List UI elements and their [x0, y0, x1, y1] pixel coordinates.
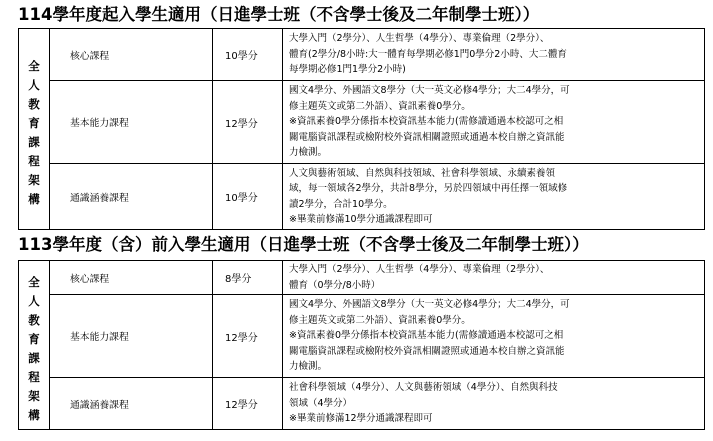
course-name: 核心課程: [50, 261, 213, 295]
course-credits: 12學分: [213, 295, 283, 378]
section-title-114: 114學年度起入學生適用（日進學士班（不含學士後及二年制學士班））: [18, 5, 540, 24]
table-row-basic: [19, 81, 705, 164]
course-name: 通識涵養課程: [50, 378, 213, 430]
course-description: 國文4學分、外國語文8學分（大一英文必修4學分；大二4學分，可 修主題英文或第二外語）、資訊素養0學分。 ※資訊素養0學分係指本校資訊基本能力(需修讀通過本校認可之相 關電腦資訊課程或檢附校外資訊相關證照或通過本校自辦之資訊能 力檢測。: [283, 295, 705, 378]
course-name: 基本能力課程: [50, 295, 213, 378]
course-description: 社會科學領域（4學分）、人文與藝術領域（4學分）、自然與科技 領域（4學分） ※畢業前修滿12學分通識課程即可: [283, 378, 705, 430]
course-description: 大學入門（2學分）、人生哲學（4學分）、專業倫理（2學分）、 體育（0學分/8小時）: [283, 261, 705, 295]
curriculum-table-114: [18, 28, 705, 230]
category-label: 全人教育課程架構: [19, 29, 50, 230]
table-row-core: [19, 29, 705, 81]
course-name: 通識涵養課程: [50, 164, 213, 230]
course-credits: 12學分: [213, 378, 283, 430]
course-credits: 12學分: [213, 81, 283, 164]
course-description: 人文與藝術領域、自然與科技領域、社會科學領域、永續素養領 域，每一領域各2學分，共計8學分，另於四領域中再任擇一領域修 讀2學分，合計10學分。 ※畢業前修滿10學分通識課程即可: [283, 164, 705, 230]
table-row-core: [19, 261, 705, 295]
course-credits: 10學分: [213, 29, 283, 81]
course-credits: 8學分: [213, 261, 283, 295]
table-row-general: [19, 378, 705, 430]
course-name: 基本能力課程: [50, 81, 213, 164]
curriculum-table-113: [18, 260, 705, 430]
table-row-general: [19, 164, 705, 230]
category-label: 全人教育課程架構: [19, 261, 50, 430]
course-credits: 10學分: [213, 164, 283, 230]
course-description: 國文4學分、外國語文8學分（大一英文必修4學分；大二4學分，可 修主題英文或第二外語）、資訊素養0學分。 ※資訊素養0學分係指本校資訊基本能力(需修讀通過本校認可之相 關電腦資訊課程或檢附校外資訊相關證照或通過本校自辦之資訊能 力檢測。: [283, 81, 705, 164]
section-title-113: 113學年度（含）前入學生適用（日進學士班（不含學士後及二年制學士班））: [18, 235, 589, 254]
course-name: 核心課程: [50, 29, 213, 81]
table-row-basic: [19, 295, 705, 378]
course-description: 大學入門（2學分）、人生哲學（4學分）、專業倫理（2學分）、 體育(2學分/8小時:大一體育每學期必修1門0學分2小時、大二體育 每學期必修1門1學分2小時): [283, 29, 705, 81]
